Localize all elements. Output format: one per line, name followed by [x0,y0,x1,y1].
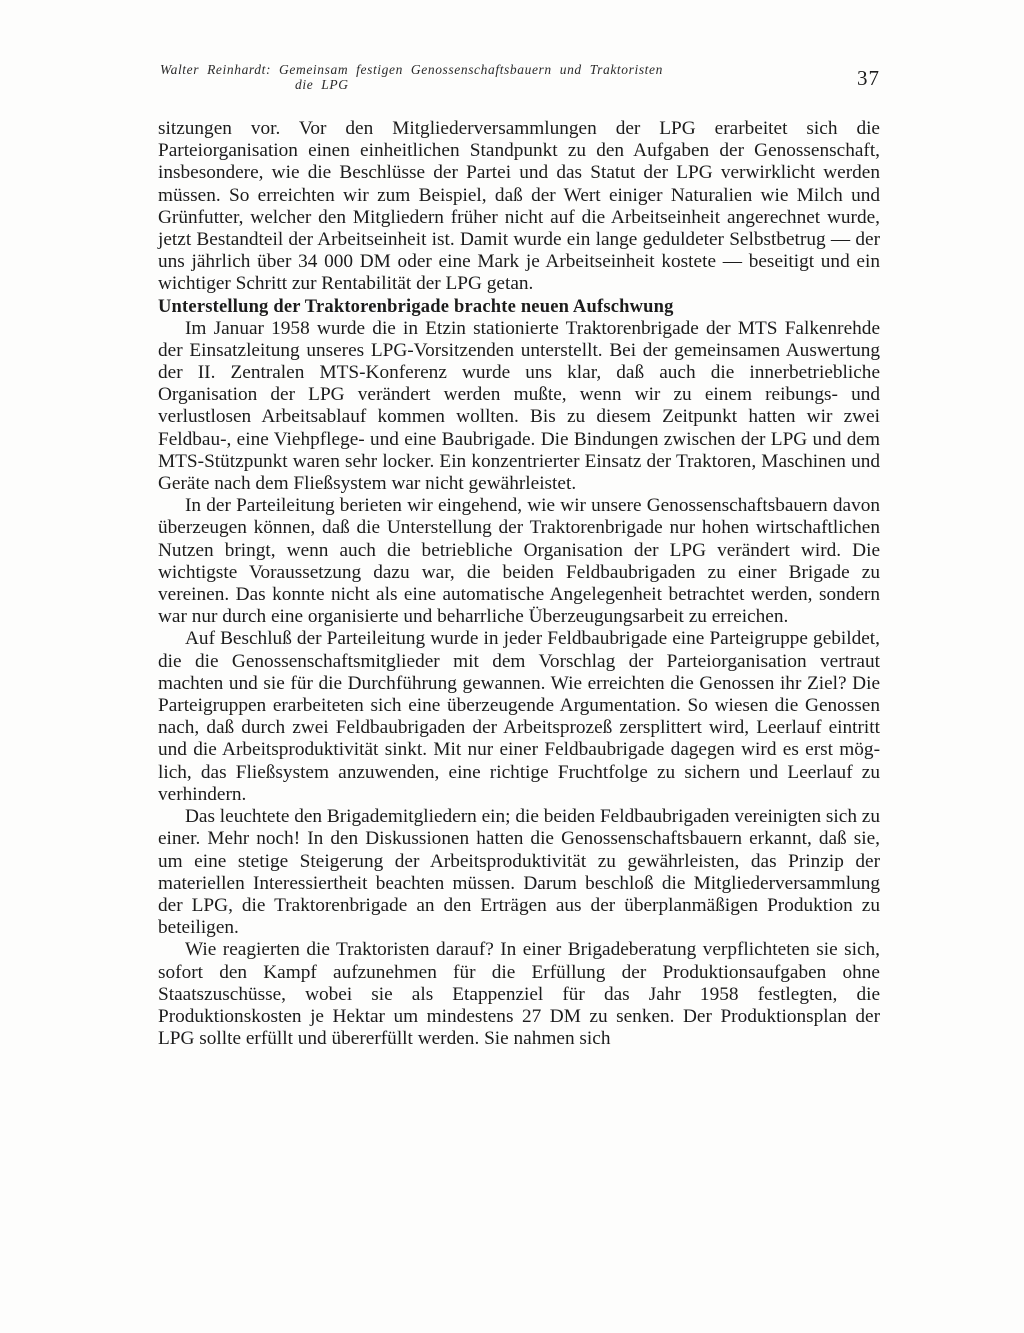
running-title-line-1: Walter Reinhardt: Gemeinsam festigen Genossenschaftsbauern und Traktoristen [160,62,663,77]
page-header [160,62,880,96]
running-title [160,62,800,92]
paragraph: Im Januar 1958 wurde die in Etzin stationierte Traktorenbrigade der MTS Falkenrehde der Einsatzleitung unseres LPG-Vorsitzenden unterstellt. Bei der gemeinsamen Auswertung der II. Zentralen MTS-Konferenz wurde uns klar, daß auch die innerbetriebliche Organisation der LPG verändert werden mußte, wenn wir zu einem reibungs- und verlustlosen Arbeitsablauf kommen wollten. Bis zu diesem Zeitpunkt hatten wir zwei Feldbau-, eine Viehpflege- und eine Baubrigade. Die Bindungen zwischen der LPG und dem MTS-Stützpunkt waren sehr locker. Ein konzentrierter Einsatz der Traktoren, Maschinen und Geräte nach dem Fließsystem war nicht gewährleistet. [158,317,880,495]
running-title-line-2: die LPG [295,77,349,92]
section-heading: Unterstellung der Traktorenbrigade brachte neuen Aufschwung [158,296,674,317]
paragraph: Das leuchtete den Brigademitgliedern ein; die beiden Feldbaubrigaden vereinigten sich zu einer. Mehr noch! In den Diskussionen hatten die Genossenschaftsbauern erkannt, daß sie, um eine stetige Steigerung der Arbeitsproduktivität zu gewährleisten, das Prinzip der materiellen Interessiertheit beachten müssen. Darum beschloß die Mitgliederversammlung der LPG, die Traktorenbrigade an den Erträgen aus der überplanmäßigen Produktion zu beteiligen. [158,806,880,939]
page-body [158,118,880,1050]
paragraph: Auf Beschluß der Parteileitung wurde in jeder Feldbaubrigade eine Parteigruppe gebildet, die die Genossenschaftsmitglieder mit dem Vorschlag der Parteiorganisation vertraut machten und sie für die Durchführung gewannen. Wie erreichten die Genossen ihr Ziel? Die Parteigruppen erarbeiteten sich eine überzeugende Argumentation. So wiesen die Genossen nach, daß durch zwei Feldbaubrigaden der Arbeitsprozeß zersplittert wird, Leerlauf eintritt und die Arbeitsproduktivität sinkt. Mit nur einer Feldbaubrigade dagegen wird es erst möglich, das Fließsystem anzuwenden, eine richtige Fruchtfolge zu sichern und Leerlauf zu verhindern. [158,628,880,805]
paragraph: In der Parteileitung berieten wir eingehend, wie wir unsere Genossenschaftsbauern davon überzeugen können, daß die Unterstellung der Traktorenbrigade nur hohen wirtschaftlichen Nutzen bringt, wenn auch die betriebliche Organisation der LPG verändert wird. Die wichtigste Voraussetzung dazu war, die beiden Feldbaubrigaden zu einer Brigade zu vereinen. Das konnte nicht als eine automatische Angelegenheit betrachtet werden, sondern war nur durch eine organisierte und beharrliche Überzeugungsarbeit zu erreichen. [158,495,880,628]
paragraph-continued: sitzungen vor. Vor den Mitgliederversammlungen der LPG erarbeitet sich die Parteiorganisation einen einheitlichen Standpunkt zu den Aufgaben der Genossenschaft, insbesondere, wie die Beschlüsse der Partei und das Statut der LPG verwirklicht werden müssen. So erreichten wir zum Beispiel, daß der Wert einiger Naturalien wie Milch und Grünfutter, welcher den Mitgliedern früher nicht auf die Arbeitseinheit angerechnet wurde, jetzt Bestandteil der Arbeitseinheit ist. Damit wurde ein lange geduldeter Selbstbetrug — der uns jährlich über 34 000 DM oder eine Mark je Arbeitseinheit kostete — beseitigt und ein wichtiger Schritt zur Rentabilität der LPG getan. [158,118,880,295]
paragraph: Wie reagierten die Traktoristen darauf? In einer Brigadeberatung verpflichteten sie sich, sofort den Kampf aufzunehmen für die Erfüllung der Produktionsaufgaben ohne Staatszuschüsse, wobei sie als Etappenziel für das Jahr 1958 festlegten, die Produktionskosten je Hektar um mindestens 27 DM zu senken. Der Produktionsplan der LPG sollte erfüllt und übererfüllt werden. Sie nahmen sich [158,939,880,1050]
page-number: 37 [857,66,880,90]
